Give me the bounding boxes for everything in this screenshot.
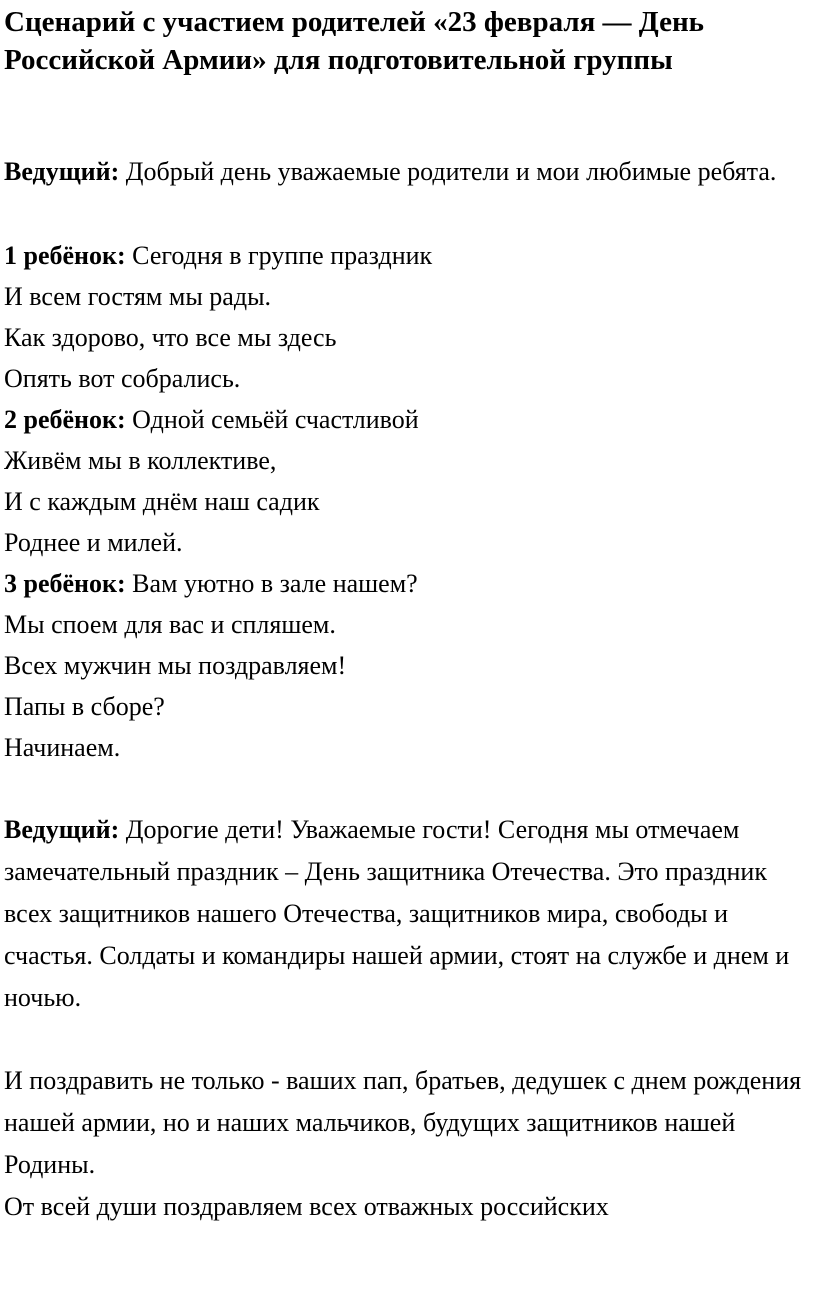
child-2-verse <box>4 399 812 563</box>
verse-line <box>4 563 812 604</box>
spacer <box>4 191 812 235</box>
host-speech-text: Дорогие дети! Уважаемые гости! Сегодня мы отмечаем замечательный праздник – День защитника Отечества. Это праздник всех защитников нашего Отечества, защитников мира, свободы и счастья. Солдаты и командиры нашей армии, стоят на службе и днем и ночью. <box>4 815 790 1012</box>
child-1-verse <box>4 235 812 399</box>
verse-text: Сегодня в группе праздник <box>125 241 433 270</box>
verse-line: Начинаем. <box>4 733 121 762</box>
speaker-label: Ведущий: <box>4 157 120 186</box>
verse-text: Вам уютно в зале нашем? <box>125 569 418 598</box>
verse-line: Живём мы в коллективе, <box>4 446 277 475</box>
host-speech-paragraph <box>4 809 812 1019</box>
verse-line: Всех мужчин мы поздравляем! <box>4 651 347 680</box>
speaker-label: 2 ребёнок: <box>4 405 126 434</box>
verse-line: И всем гостям мы рады. <box>4 282 272 311</box>
verse-line: Папы в сборе? <box>4 692 165 721</box>
host-speech-section <box>4 809 812 1228</box>
verse-text: Одной семьёй счастливой <box>125 405 419 434</box>
host-intro-paragraph <box>4 153 812 191</box>
verse-line: Опять вот собрались. <box>4 364 241 393</box>
spacer <box>4 79 812 153</box>
document-title: Сценарий с участием родителей «23 февраля — День Российской Армии» для подготовительной группы <box>4 6 705 76</box>
child-3-verse <box>4 563 812 768</box>
verse-line: Мы споем для вас и спляшем. <box>4 610 336 639</box>
closing-paragraph: От всей души поздравляем всех отважных российских <box>4 1192 609 1221</box>
speaker-label: 1 ребёнок: <box>4 241 126 270</box>
verse-line: И с каждым днём наш садик <box>4 487 320 516</box>
speaker-label: Ведущий: <box>4 815 120 844</box>
verse-line <box>4 399 812 440</box>
spacer <box>4 1019 812 1060</box>
verse-line: Роднее и милей. <box>4 528 183 557</box>
verse-line <box>4 235 812 276</box>
verse-line: Как здорово, что все мы здесь <box>4 323 337 352</box>
spacer <box>4 768 812 809</box>
speaker-label: 3 ребёнок: <box>4 569 126 598</box>
host-intro-text: Добрый день уважаемые родители и мои любимые ребята. <box>119 157 777 186</box>
congrats-paragraph: И поздравить не только - ваших пап, братьев, дедушек с днем рождения нашей армии, но и наших мальчиков, будущих защитников нашей Родины. <box>4 1066 802 1179</box>
